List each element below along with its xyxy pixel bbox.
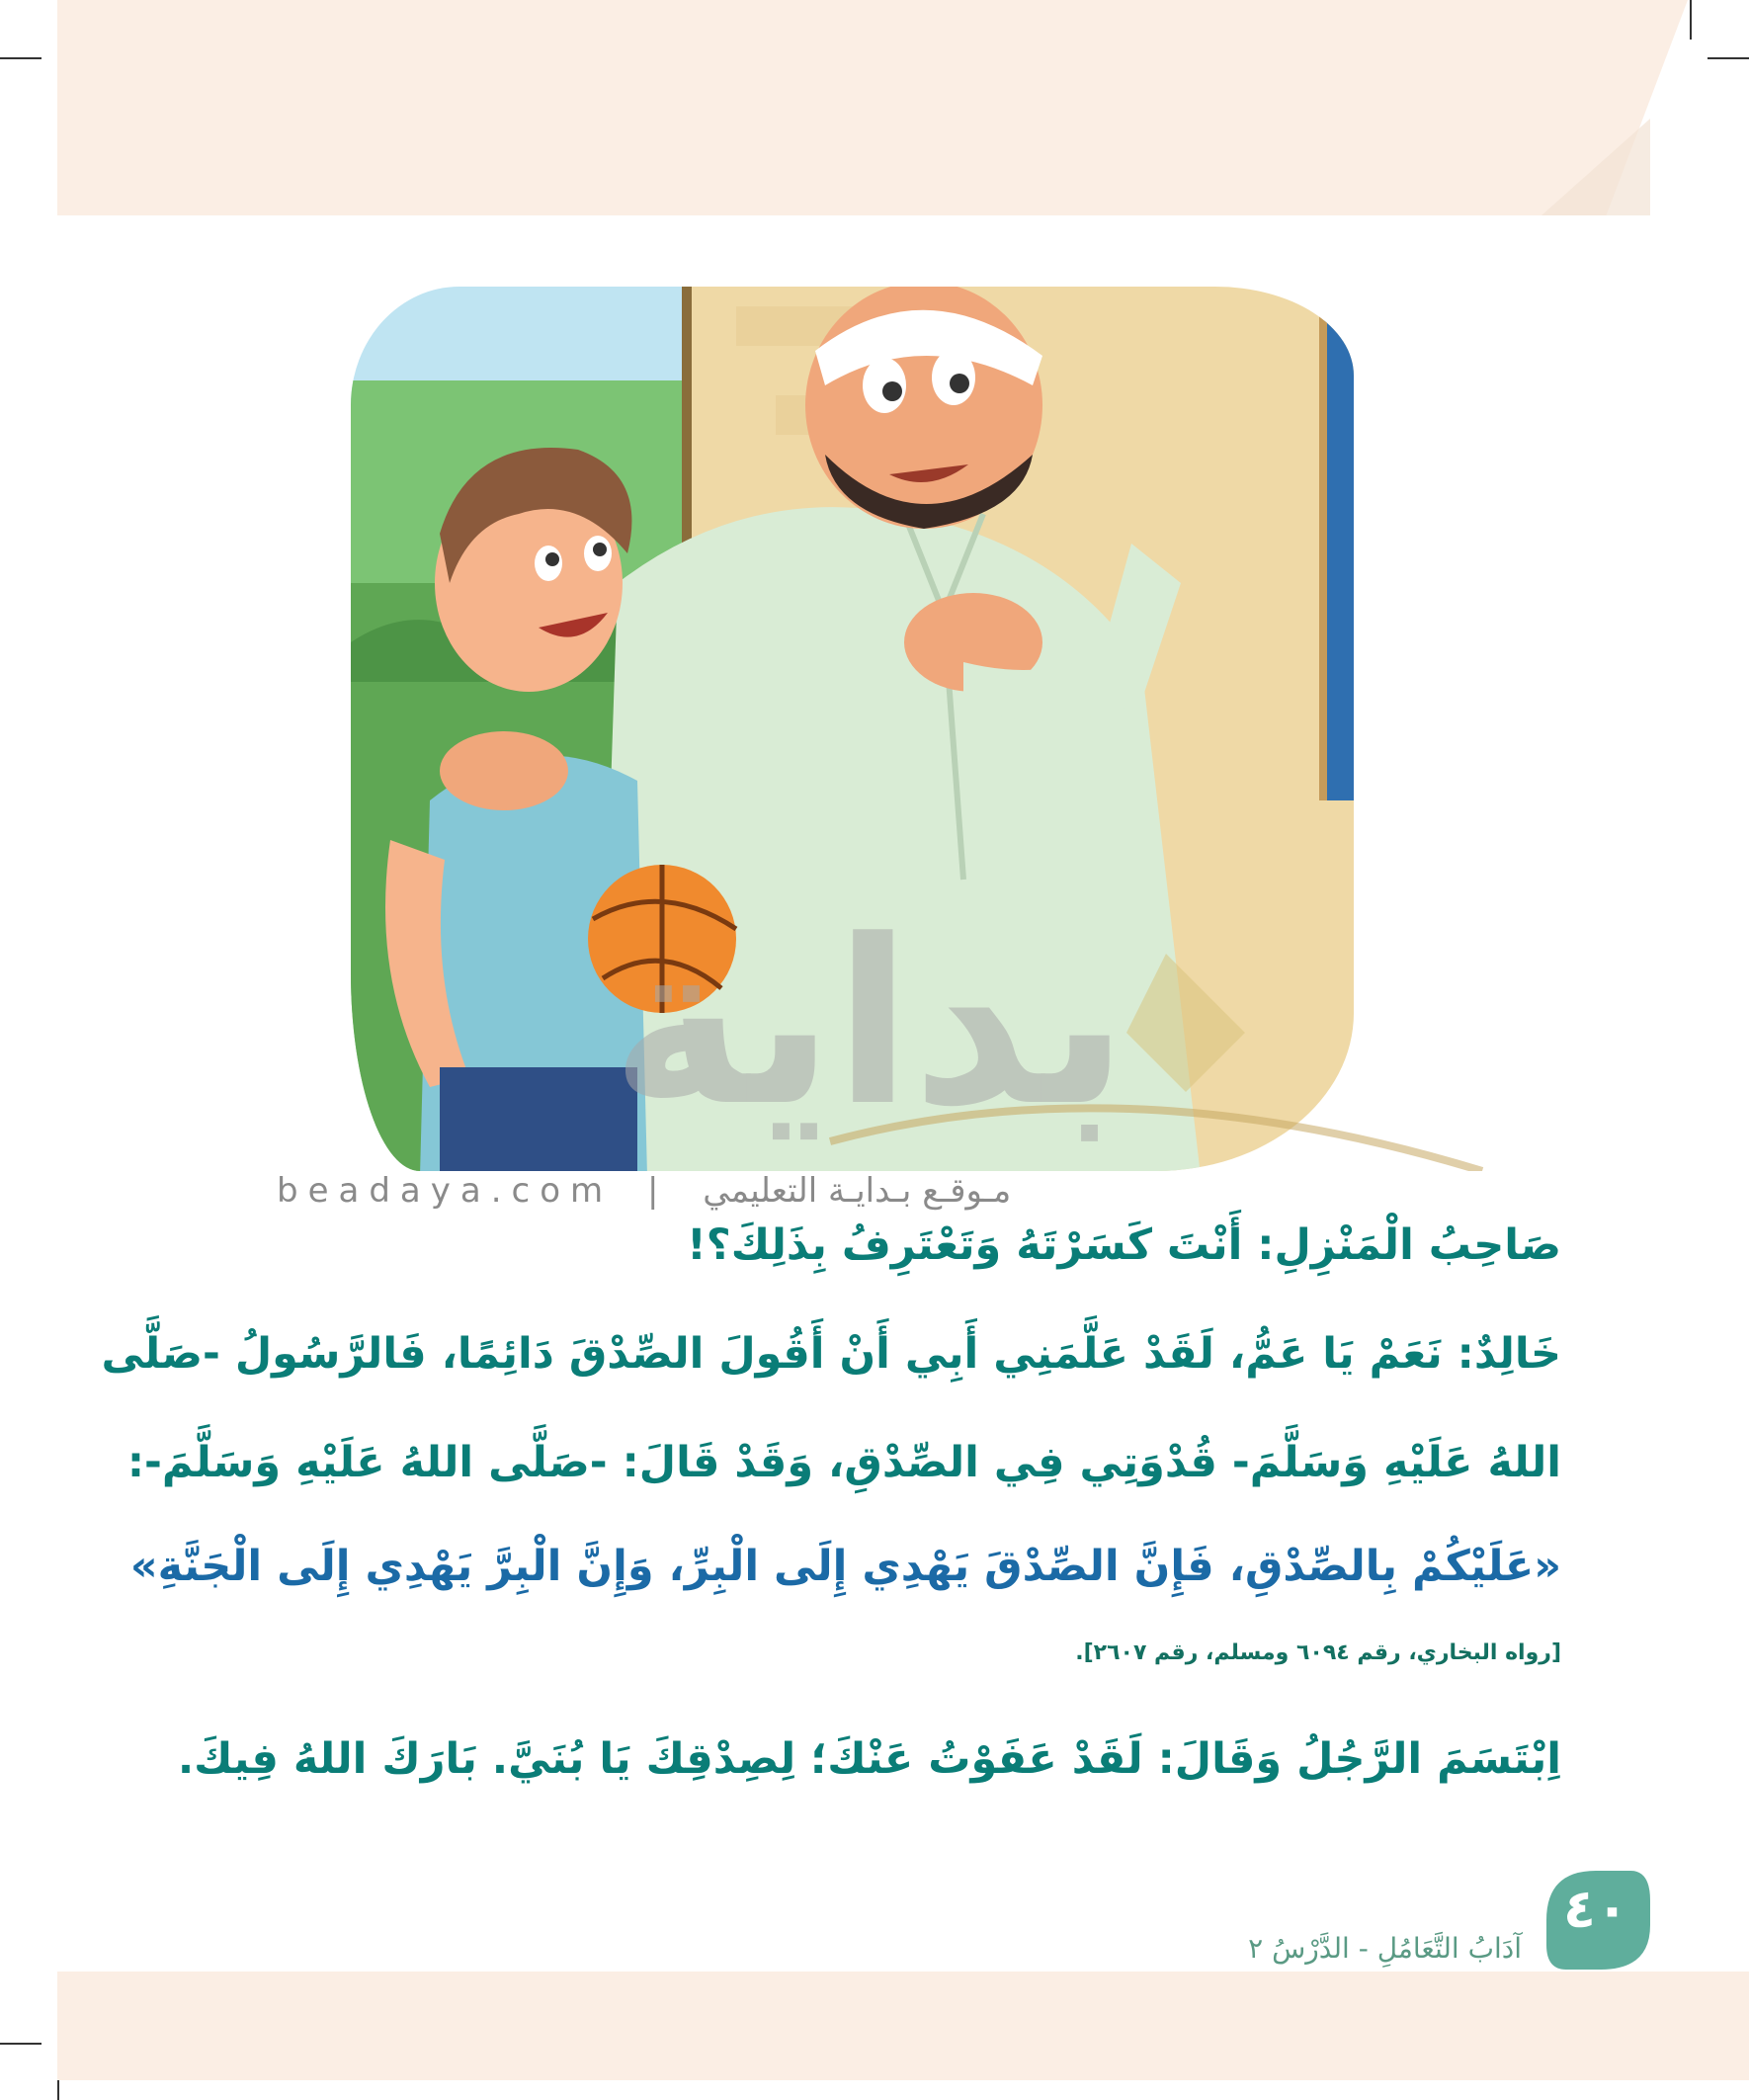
hadith-source: [رواه البخاري، رقم ٦٠٩٤ ومسلم، رقم ٢٦٠٧]. [1075, 1640, 1561, 1665]
watermark-site: beadaya.com [277, 1171, 614, 1211]
crop-mark [1707, 57, 1749, 59]
dialogue-line-continued: اللهُ عَلَيْهِ وَسَلَّمَ- قُدْوَتِي فِي الصِّدْقِ، وَقَدْ قَالَ: -صَلَّى اللهُ عَلَيْهِ وَسَلَّمَ-: [126, 1438, 1561, 1487]
dialogue-line-owner: صَاحِبُ الْمَنْزِلِ: أَنْتَ كَسَرْتَهُ وَتَعْتَرِفُ بِذَلِكَ؟! [687, 1220, 1561, 1270]
crop-mark [0, 2043, 42, 2045]
dialogue-line-khaled: خَالِدٌ: نَعَمْ يَا عَمُّ، لَقَدْ عَلَّمَنِي أَبِي أَنْ أَقُولَ الصِّدْقَ دَائِمًا، فَالرَّسُولُ -صَلَّى [101, 1329, 1561, 1379]
dialogue-block [101, 1216, 1561, 1710]
crop-mark [0, 57, 42, 59]
beadaya-watermark [237, 894, 1502, 1171]
watermark-caption [277, 1171, 1146, 1216]
watermark-brand-text: بداية [611, 894, 1128, 1156]
top-decorative-band [57, 0, 1688, 215]
lesson-title: آدَابُ التَّعَامُلِ - الدَّرْسُ ٢ [1248, 1932, 1522, 1965]
dialogue-line-closing: اِبْتَسَمَ الرَّجُلُ وَقَالَ: لَقَدْ عَفَوْتُ عَنْكَ؛ لِصِدْقِكَ يَا بُنَيَّ. بَارَكَ اللهُ فِيكَ. [177, 1734, 1561, 1784]
hadith-quote: «عَلَيْكُمْ بِالصِّدْقِ، فَإِنَّ الصِّدْقَ يَهْدِي إِلَى الْبِرِّ، وَإِنَّ الْبِرَّ يَهْدِي إِلَى الْجَنَّةِ» [129, 1542, 1561, 1591]
watermark-separator: | [646, 1171, 669, 1211]
page-number: ٤٠ [1563, 1878, 1628, 1940]
closing-block [177, 1729, 1561, 1808]
pen-nib-icon [1126, 954, 1245, 1092]
bottom-decorative-band [57, 1972, 1749, 2080]
crop-mark [1690, 0, 1692, 40]
watermark-site-arabic: مـوقـع بـدايـة التعليمي [703, 1171, 1012, 1211]
